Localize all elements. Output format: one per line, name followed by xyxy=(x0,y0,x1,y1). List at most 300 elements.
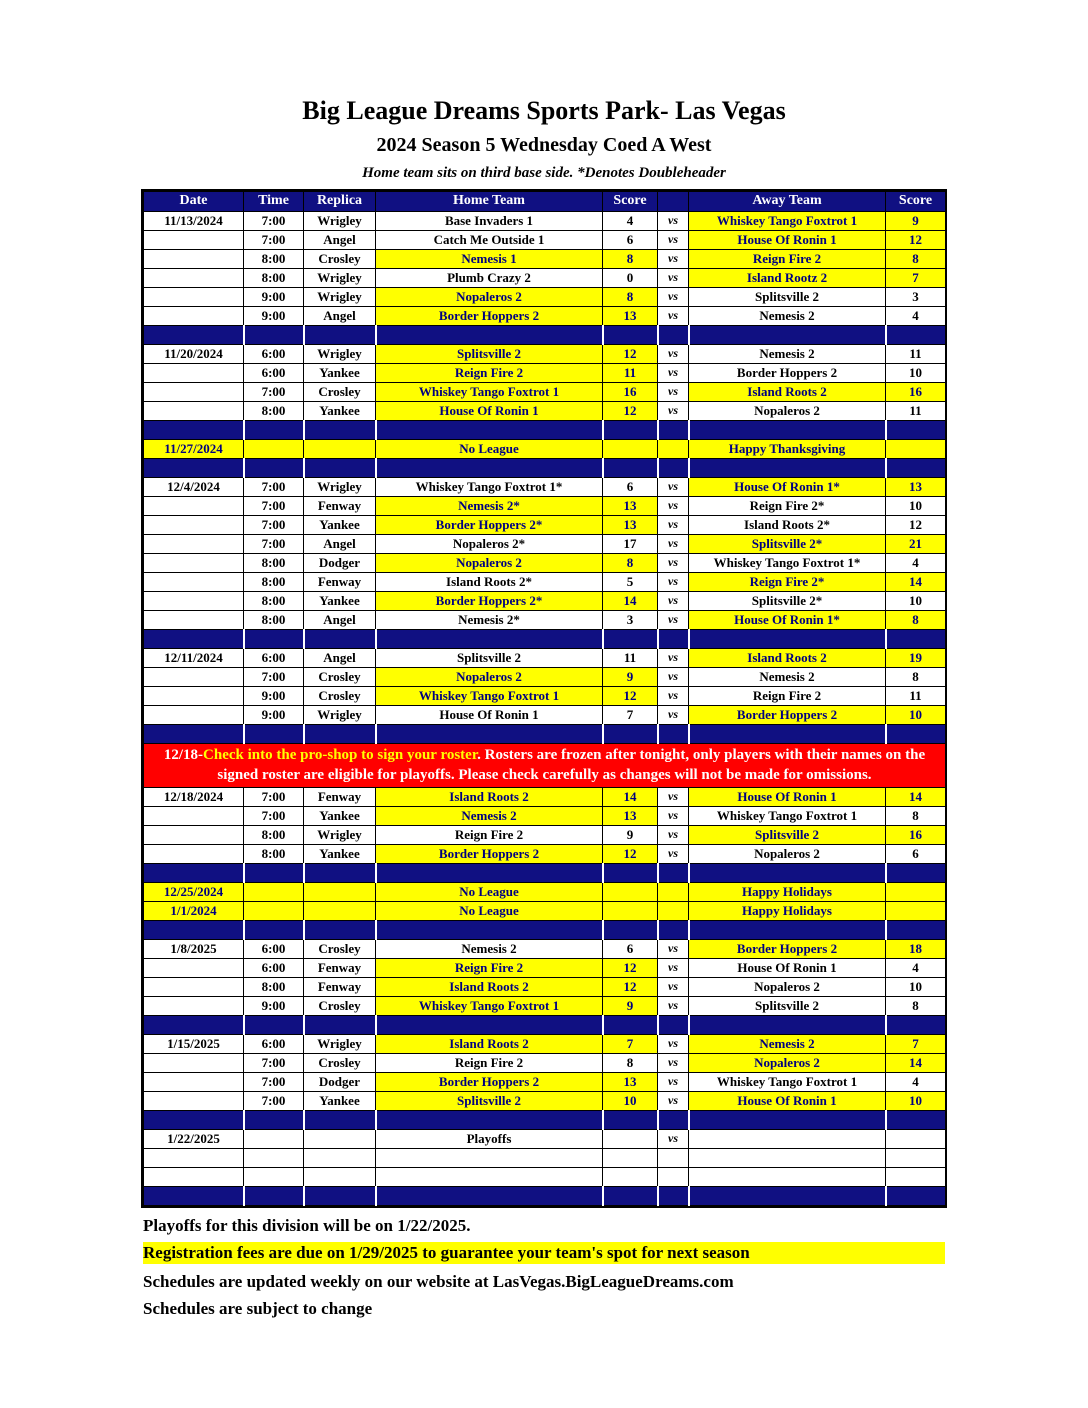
date-cell: 12/18/2024 xyxy=(144,788,244,807)
vs-cell: vs xyxy=(658,997,689,1016)
replica-cell: Wrigley xyxy=(304,345,376,364)
time-cell: 7:00 xyxy=(244,212,304,231)
replica-cell: Yankee xyxy=(304,1092,376,1111)
separator-row xyxy=(144,864,946,883)
home-team-cell: House Of Ronin 1 xyxy=(376,706,603,725)
away-score-cell: 10 xyxy=(886,497,946,516)
date-cell: 12/4/2024 xyxy=(144,478,244,497)
home-score-cell: 14 xyxy=(603,788,658,807)
away-score-cell: 16 xyxy=(886,383,946,402)
replica-cell xyxy=(304,883,376,902)
home-score-cell: 4 xyxy=(603,212,658,231)
replica-cell xyxy=(304,440,376,459)
separator-cell-away-score xyxy=(886,1111,946,1130)
away-score-cell: 10 xyxy=(886,364,946,383)
home-score-cell: 17 xyxy=(603,535,658,554)
date-cell: 11/13/2024 xyxy=(144,212,244,231)
separator-row xyxy=(144,921,946,940)
separator-cell-time xyxy=(244,421,304,440)
separator-cell-replica xyxy=(304,1111,376,1130)
time-cell: 7:00 xyxy=(244,1092,304,1111)
separator-cell-time xyxy=(244,326,304,345)
separator-cell-time xyxy=(244,459,304,478)
date-cell xyxy=(144,383,244,402)
vs-cell: vs xyxy=(658,959,689,978)
away-score-cell: 4 xyxy=(886,307,946,326)
column-header-away-team: Away Team xyxy=(689,192,886,212)
replica-cell: Fenway xyxy=(304,978,376,997)
home-score-cell xyxy=(603,883,658,902)
home-score-cell: 7 xyxy=(603,1035,658,1054)
away-team-cell: Happy Holidays xyxy=(689,902,886,921)
vs-cell: vs xyxy=(658,649,689,668)
away-score-cell: 12 xyxy=(886,231,946,250)
game-row xyxy=(144,250,946,269)
away-team-cell: Nopaleros 2 xyxy=(689,1054,886,1073)
home-score-cell: 6 xyxy=(603,940,658,959)
date-cell xyxy=(144,592,244,611)
banner-segment: Check into the pro-shop to sign your roster xyxy=(203,747,478,763)
date-cell: 1/8/2025 xyxy=(144,940,244,959)
away-team-cell: Nemesis 2 xyxy=(689,668,886,687)
game-row xyxy=(144,269,946,288)
time-cell: 7:00 xyxy=(244,516,304,535)
replica-cell: Wrigley xyxy=(304,706,376,725)
separator-cell-date xyxy=(144,1111,244,1130)
away-team-cell: Border Hoppers 2 xyxy=(689,706,886,725)
home-score-cell: 13 xyxy=(603,807,658,826)
away-score-cell: 8 xyxy=(886,668,946,687)
away-score-cell: 8 xyxy=(886,611,946,630)
replica-cell: Fenway xyxy=(304,788,376,807)
replica-cell: Yankee xyxy=(304,364,376,383)
replica-cell xyxy=(304,902,376,921)
away-team-cell: Whiskey Tango Foxtrot 1 xyxy=(689,1073,886,1092)
separator-cell-home-score xyxy=(603,1187,658,1206)
date-cell xyxy=(144,668,244,687)
game-row xyxy=(144,649,946,668)
time-cell: 6:00 xyxy=(244,345,304,364)
away-team-cell: Splitsville 2* xyxy=(689,535,886,554)
date-cell xyxy=(144,497,244,516)
separator-cell-away-score xyxy=(886,921,946,940)
column-header-home-team: Home Team xyxy=(376,192,603,212)
home-team-cell: Nopaleros 2 xyxy=(376,668,603,687)
time-cell: 8:00 xyxy=(244,592,304,611)
game-row xyxy=(144,592,946,611)
time-cell: 7:00 xyxy=(244,478,304,497)
separator-cell-time xyxy=(244,725,304,744)
away-team-cell: Reign Fire 2 xyxy=(689,687,886,706)
away-team-cell: Island Roots 2* xyxy=(689,516,886,535)
home-score-cell: 8 xyxy=(603,288,658,307)
separator-cell-away-team xyxy=(689,1111,886,1130)
replica-cell: Wrigley xyxy=(304,1035,376,1054)
game-row xyxy=(144,364,946,383)
replica-cell: Crosley xyxy=(304,687,376,706)
vs-cell: vs xyxy=(658,940,689,959)
away-team-cell: Reign Fire 2* xyxy=(689,573,886,592)
date-cell xyxy=(144,269,244,288)
time-cell: 8:00 xyxy=(244,402,304,421)
home-team-cell: No League xyxy=(376,883,603,902)
separator-cell-home-score xyxy=(603,421,658,440)
home-team-cell: Nemesis 2* xyxy=(376,497,603,516)
replica-cell: Angel xyxy=(304,231,376,250)
separator-cell-away-score xyxy=(886,864,946,883)
separator-cell-home-score xyxy=(603,1016,658,1035)
away-team-cell: Whiskey Tango Foxtrot 1 xyxy=(689,212,886,231)
separator-row xyxy=(144,725,946,744)
home-team-cell: Splitsville 2 xyxy=(376,1092,603,1111)
away-team-cell: House Of Ronin 1* xyxy=(689,611,886,630)
date-cell xyxy=(144,307,244,326)
separator-cell-vs xyxy=(658,326,689,345)
time-cell: 8:00 xyxy=(244,978,304,997)
vs-cell: vs xyxy=(658,1130,689,1149)
home-team-cell: Border Hoppers 2 xyxy=(376,845,603,864)
separator-cell-replica xyxy=(304,459,376,478)
footer-subject-to-change-note: Schedules are subject to change xyxy=(143,1298,373,1318)
time-cell: 7:00 xyxy=(244,497,304,516)
home-score-cell: 6 xyxy=(603,478,658,497)
separator-cell-vs xyxy=(658,921,689,940)
column-header-home-score: Score xyxy=(603,192,658,212)
date-cell xyxy=(144,826,244,845)
separator-cell-time xyxy=(244,864,304,883)
vs-cell: vs xyxy=(658,1073,689,1092)
away-score-cell: 10 xyxy=(886,978,946,997)
game-row xyxy=(144,1092,946,1111)
separator-cell-away-score xyxy=(886,326,946,345)
home-team-cell: Nemesis 2* xyxy=(376,611,603,630)
time-cell: 8:00 xyxy=(244,554,304,573)
date-cell xyxy=(144,978,244,997)
date-cell xyxy=(144,231,244,250)
away-score-cell: 12 xyxy=(886,516,946,535)
game-row xyxy=(144,978,946,997)
separator-cell-home-team xyxy=(376,459,603,478)
away-score-cell: 16 xyxy=(886,826,946,845)
time-cell: 9:00 xyxy=(244,307,304,326)
away-team-cell: Nemesis 2 xyxy=(689,1035,886,1054)
separator-cell-away-score xyxy=(886,1016,946,1035)
footer-playoffs-note: Playoffs for this division will be on 1/22/2025. xyxy=(143,1216,471,1235)
separator-cell-replica xyxy=(304,421,376,440)
separator-cell-home-team xyxy=(376,725,603,744)
separator-cell-time xyxy=(244,921,304,940)
vs-cell: vs xyxy=(658,687,689,706)
vs-cell: vs xyxy=(658,592,689,611)
separator-row xyxy=(144,1111,946,1130)
separator-cell-vs xyxy=(658,1016,689,1035)
home-team-cell: Reign Fire 2 xyxy=(376,1054,603,1073)
separator-row xyxy=(144,421,946,440)
roster-banner xyxy=(144,744,946,788)
home-score-cell: 12 xyxy=(603,978,658,997)
home-team-cell: Plumb Crazy 2 xyxy=(376,269,603,288)
away-team-cell: Border Hoppers 2 xyxy=(689,364,886,383)
replica-cell: Yankee xyxy=(304,516,376,535)
away-team-cell: Island Roots 2 xyxy=(689,383,886,402)
replica-cell: Angel xyxy=(304,649,376,668)
separator-cell-away-team xyxy=(689,630,886,649)
separator-cell-away-team xyxy=(689,421,886,440)
separator-cell-vs xyxy=(658,864,689,883)
home-team-cell: Island Roots 2 xyxy=(376,788,603,807)
home-team-cell: Border Hoppers 2* xyxy=(376,516,603,535)
footer-website-note: Schedules are updated weekly on our website at LasVegas.BigLeagueDreams.com xyxy=(143,1271,734,1291)
empty-cell-date xyxy=(144,1149,244,1168)
empty-cell-replica xyxy=(304,1149,376,1168)
away-team-cell: Nemesis 2 xyxy=(689,307,886,326)
separator-cell-home-team xyxy=(376,630,603,649)
separator-cell-home-team xyxy=(376,921,603,940)
separator-cell-vs xyxy=(658,1111,689,1130)
date-cell xyxy=(144,516,244,535)
replica-cell: Wrigley xyxy=(304,288,376,307)
separator-cell-home-score xyxy=(603,326,658,345)
vs-cell: vs xyxy=(658,611,689,630)
away-score-cell: 21 xyxy=(886,535,946,554)
replica-cell: Dodger xyxy=(304,554,376,573)
replica-cell: Angel xyxy=(304,611,376,630)
replica-cell: Yankee xyxy=(304,402,376,421)
home-team-cell: Nopaleros 2 xyxy=(376,288,603,307)
vs-cell: vs xyxy=(658,345,689,364)
away-score-cell: 4 xyxy=(886,1073,946,1092)
home-team-cell: Reign Fire 2 xyxy=(376,364,603,383)
game-row xyxy=(144,807,946,826)
home-score-cell: 8 xyxy=(603,554,658,573)
home-score-cell: 11 xyxy=(603,364,658,383)
separator-cell-away-score xyxy=(886,725,946,744)
replica-cell: Crosley xyxy=(304,250,376,269)
empty-cell-time xyxy=(244,1149,304,1168)
away-team-cell: House Of Ronin 1 xyxy=(689,1092,886,1111)
game-row xyxy=(144,554,946,573)
home-score-cell: 10 xyxy=(603,1092,658,1111)
vs-cell: vs xyxy=(658,807,689,826)
replica-cell: Wrigley xyxy=(304,269,376,288)
away-score-cell: 11 xyxy=(886,402,946,421)
separator-cell-vs xyxy=(658,630,689,649)
time-cell: 7:00 xyxy=(244,1054,304,1073)
away-team-cell: Splitsville 2 xyxy=(689,288,886,307)
game-row xyxy=(144,288,946,307)
away-score-cell: 3 xyxy=(886,288,946,307)
separator-cell-date xyxy=(144,1187,244,1206)
home-score-cell: 13 xyxy=(603,516,658,535)
separator-cell-away-score xyxy=(886,459,946,478)
home-score-cell: 12 xyxy=(603,402,658,421)
empty-row xyxy=(144,1168,946,1187)
game-row xyxy=(144,212,946,231)
home-team-cell: Island Roots 2 xyxy=(376,1035,603,1054)
away-team-cell: Splitsville 2 xyxy=(689,997,886,1016)
home-team-cell: Whiskey Tango Foxtrot 1 xyxy=(376,687,603,706)
away-score-cell xyxy=(886,1130,946,1149)
home-score-cell: 13 xyxy=(603,497,658,516)
game-row xyxy=(144,535,946,554)
away-team-cell: House Of Ronin 1 xyxy=(689,788,886,807)
vs-cell: vs xyxy=(658,788,689,807)
date-cell xyxy=(144,706,244,725)
special-row xyxy=(144,883,946,902)
separator-cell-home-team xyxy=(376,864,603,883)
separator-cell-date xyxy=(144,421,244,440)
home-team-cell: Base Invaders 1 xyxy=(376,212,603,231)
separator-cell-away-score xyxy=(886,1187,946,1206)
separator-row xyxy=(144,1016,946,1035)
away-score-cell xyxy=(886,883,946,902)
vs-cell: vs xyxy=(658,364,689,383)
date-cell: 12/25/2024 xyxy=(144,883,244,902)
home-team-cell: Whiskey Tango Foxtrot 1 xyxy=(376,383,603,402)
separator-cell-vs xyxy=(658,1187,689,1206)
date-cell xyxy=(144,997,244,1016)
column-header-replica: Replica xyxy=(304,192,376,212)
game-row xyxy=(144,497,946,516)
home-score-cell: 16 xyxy=(603,383,658,402)
time-cell: 6:00 xyxy=(244,940,304,959)
home-score-cell: 12 xyxy=(603,345,658,364)
away-score-cell: 4 xyxy=(886,554,946,573)
date-cell xyxy=(144,611,244,630)
separator-cell-replica xyxy=(304,326,376,345)
time-cell: 9:00 xyxy=(244,687,304,706)
separator-cell-replica xyxy=(304,1016,376,1035)
page-title: Big League Dreams Sports Park- Las Vegas xyxy=(302,96,786,125)
game-row xyxy=(144,997,946,1016)
time-cell: 8:00 xyxy=(244,611,304,630)
date-cell xyxy=(144,845,244,864)
separator-cell-vs xyxy=(658,459,689,478)
date-cell xyxy=(144,535,244,554)
page-subtitle: 2024 Season 5 Wednesday Coed A West xyxy=(376,134,712,156)
date-cell xyxy=(144,1073,244,1092)
replica-cell: Dodger xyxy=(304,1073,376,1092)
away-score-cell: 11 xyxy=(886,687,946,706)
vs-cell: vs xyxy=(658,212,689,231)
separator-cell-date xyxy=(144,1016,244,1035)
replica-cell: Wrigley xyxy=(304,212,376,231)
separator-cell-time xyxy=(244,1016,304,1035)
banner-segment: . Rosters are frozen after tonight, only players with their names on the signed roster are eligible for playoffs. Please check carefully as changes will not be made for omissions. xyxy=(217,747,926,783)
game-row xyxy=(144,1054,946,1073)
vs-cell: vs xyxy=(658,231,689,250)
home-score-cell: 0 xyxy=(603,269,658,288)
time-cell xyxy=(244,883,304,902)
empty-cell-away-score xyxy=(886,1168,946,1187)
away-team-cell: Splitsville 2* xyxy=(689,592,886,611)
special-row xyxy=(144,440,946,459)
replica-cell: Yankee xyxy=(304,592,376,611)
away-team-cell: House Of Ronin 1* xyxy=(689,478,886,497)
time-cell: 8:00 xyxy=(244,573,304,592)
home-team-cell: No League xyxy=(376,902,603,921)
away-team-cell: Happy Holidays xyxy=(689,883,886,902)
empty-cell-vs xyxy=(658,1149,689,1168)
vs-cell xyxy=(658,902,689,921)
away-team-cell: Reign Fire 2* xyxy=(689,497,886,516)
empty-cell-away-score xyxy=(886,1149,946,1168)
schedule-note: Home team sits on third base side. *Denotes Doubleheader xyxy=(362,165,726,181)
separator-cell-date xyxy=(144,630,244,649)
time-cell: 9:00 xyxy=(244,288,304,307)
game-row xyxy=(144,345,946,364)
away-score-cell: 10 xyxy=(886,706,946,725)
away-team-cell: Nopaleros 2 xyxy=(689,978,886,997)
date-cell xyxy=(144,250,244,269)
away-score-cell: 19 xyxy=(886,649,946,668)
away-team-cell: Nopaleros 2 xyxy=(689,402,886,421)
home-team-cell: House Of Ronin 1 xyxy=(376,402,603,421)
empty-cell-home-score xyxy=(603,1149,658,1168)
replica-cell xyxy=(304,1130,376,1149)
vs-cell: vs xyxy=(658,497,689,516)
home-team-cell: Nemesis 1 xyxy=(376,250,603,269)
home-score-cell xyxy=(603,1130,658,1149)
vs-cell: vs xyxy=(658,573,689,592)
away-score-cell: 6 xyxy=(886,845,946,864)
away-score-cell: 4 xyxy=(886,959,946,978)
time-cell: 9:00 xyxy=(244,706,304,725)
separator-cell-time xyxy=(244,1187,304,1206)
away-score-cell xyxy=(886,440,946,459)
replica-cell: Yankee xyxy=(304,845,376,864)
home-score-cell: 12 xyxy=(603,959,658,978)
separator-cell-date xyxy=(144,326,244,345)
game-row xyxy=(144,1035,946,1054)
home-score-cell: 5 xyxy=(603,573,658,592)
home-score-cell: 11 xyxy=(603,649,658,668)
date-cell xyxy=(144,554,244,573)
replica-cell: Angel xyxy=(304,307,376,326)
empty-cell-vs xyxy=(658,1168,689,1187)
away-team-cell: House Of Ronin 1 xyxy=(689,959,886,978)
column-header-date: Date xyxy=(144,192,244,212)
separator-cell-replica xyxy=(304,630,376,649)
time-cell: 6:00 xyxy=(244,1035,304,1054)
vs-cell: vs xyxy=(658,978,689,997)
vs-cell: vs xyxy=(658,535,689,554)
separator-cell-vs xyxy=(658,421,689,440)
away-team-cell: Reign Fire 2 xyxy=(689,250,886,269)
separator-cell-date xyxy=(144,725,244,744)
replica-cell: Wrigley xyxy=(304,826,376,845)
away-score-cell: 14 xyxy=(886,788,946,807)
game-row xyxy=(144,383,946,402)
away-score-cell: 8 xyxy=(886,250,946,269)
vs-cell: vs xyxy=(658,516,689,535)
home-team-cell: No League xyxy=(376,440,603,459)
away-team-cell: Whiskey Tango Foxtrot 1* xyxy=(689,554,886,573)
empty-cell-away-team xyxy=(689,1149,886,1168)
game-row xyxy=(144,706,946,725)
home-score-cell xyxy=(603,440,658,459)
date-cell xyxy=(144,1092,244,1111)
game-row xyxy=(144,573,946,592)
separator-cell-away-team xyxy=(689,1016,886,1035)
home-score-cell: 9 xyxy=(603,668,658,687)
game-row xyxy=(144,1073,946,1092)
separator-cell-home-team xyxy=(376,1016,603,1035)
home-team-cell: Reign Fire 2 xyxy=(376,826,603,845)
separator-cell-away-team xyxy=(689,864,886,883)
date-cell xyxy=(144,807,244,826)
separator-cell-home-team xyxy=(376,1111,603,1130)
